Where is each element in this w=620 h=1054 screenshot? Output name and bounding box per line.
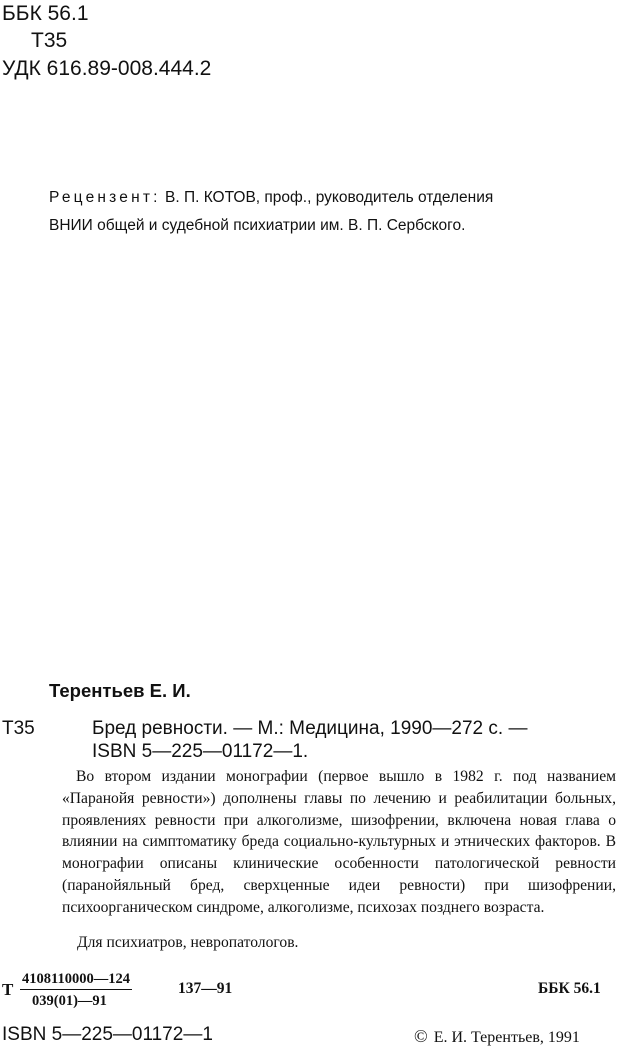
copyright-notice: [414, 1026, 580, 1048]
reviewer-line-2: ВНИИ общей и судебной психиатрии им. В. П. Сербского.: [49, 217, 466, 234]
reviewer-line-1: [49, 188, 493, 208]
bibliographic-line-2: ISBN 5—225—01172—1.: [92, 741, 309, 762]
bbk-code: ББК 56.1: [2, 2, 89, 25]
author-mark: Т35: [31, 29, 68, 52]
catalog-mark: Т35: [2, 718, 35, 739]
reviewer-label: Рецензент:: [49, 189, 161, 206]
annotation-text: Во втором издании монографии (первое вышло в 1982 г. под названием «Паранойя ревности») дополнены главы по лечению и реабилитации больных, проявлениях ревности при алкоголизме, шизофрении, включена новая глава о влиянии на симптоматику бреда социально-культурных и этнических факторов. В монографии описаны клинические особенности патологической ревности (паранойяльный бред, сверхценные идеи ревности) при шизофрении, психоорганическом синдроме, алкоголизме, психозах позднего возраста.: [62, 768, 616, 916]
isbn-bottom: ISBN 5—225—01172—1: [2, 1024, 213, 1045]
udk-code: УДК 616.89-008.444.2: [2, 57, 212, 80]
bbk-code-bottom: ББК 56.1: [538, 980, 601, 997]
catalog-index-fraction: [20, 970, 132, 1010]
catalog-index-letter: Т: [2, 980, 14, 999]
author-heading: Терентьев Е. И.: [49, 680, 191, 701]
bibliographic-line-1: Бред ревности. — М.: Медицина, 1990—272 с. —: [92, 718, 528, 739]
catalog-index-denominator: 039(01)—91: [32, 993, 107, 1009]
audience-text: Для психиатров, невропатологов.: [77, 934, 299, 951]
catalog-index-numerator: 4108110000—124: [20, 970, 132, 990]
copyright-text: Е. И. Терентьев, 1991: [433, 1029, 580, 1046]
reviewer-name: В. П. КОТОВ, проф., руководитель отделения: [165, 189, 494, 206]
copyright-icon: ©: [414, 1026, 428, 1046]
catalog-index-right: 137—91: [178, 980, 233, 997]
